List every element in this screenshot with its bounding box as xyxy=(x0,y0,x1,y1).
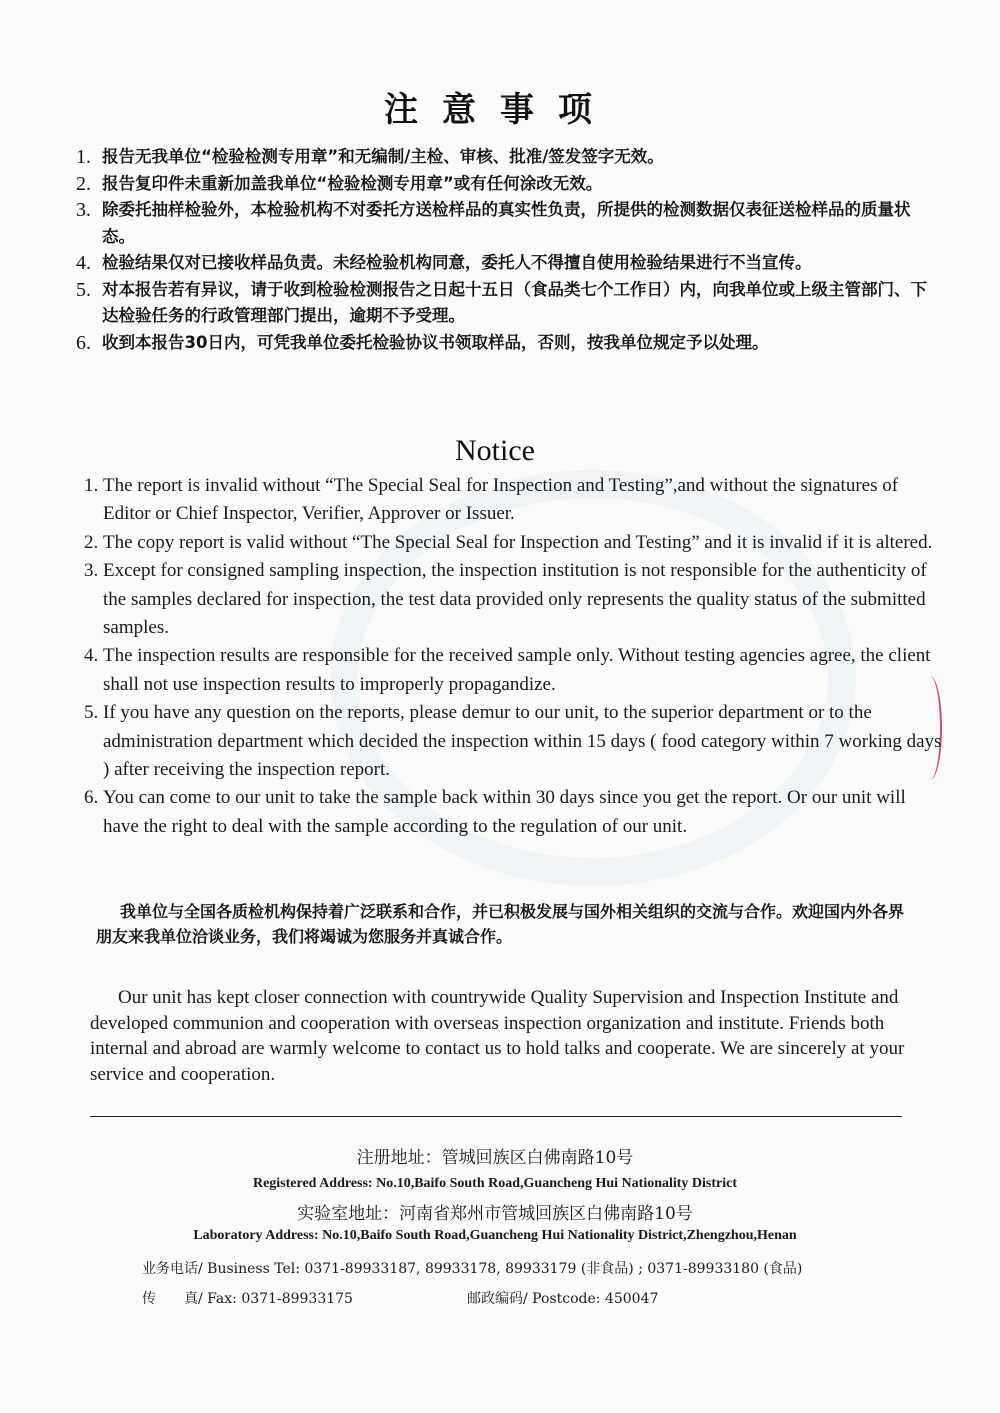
list-item xyxy=(84,699,944,784)
item-text: You can come to our unit to take the sample back within 30 days since you get the report. Or our unit will have the right to deal with the sample according to the regulation of our unit. xyxy=(103,787,906,837)
list-item xyxy=(76,171,936,198)
cooperation-paragraph-en: Our unit has kept closer connection with countrywide Quality Supervision and Inspection Institute and developed communion and cooperation with overseas inspection organization and institute. Friends both internal and abroad are warmly welcome to contact us to hold talks and cooperate. We are sincerely at your service and cooperation. xyxy=(90,987,905,1085)
fax-number: 传 真/ Fax: 0371-89933175 xyxy=(142,1291,353,1307)
registered-address-en: Registered Address: No.10,Baifo South Road,Guancheng Hui Nationality District xyxy=(252,1176,738,1191)
item-text: Except for consigned sampling inspection, the inspection institution is not responsible for the authenticity of the samples declared for inspection, the test data provided only represents the quality status of the submitted samples. xyxy=(103,560,927,639)
item-text: 除委托抽样检验外，本检验机构不对委托方送检样品的真实性负责，所提供的检测数据仅表征送检样品的质量状态。 xyxy=(102,200,911,246)
item-text: The report is invalid without “The Special Seal for Inspection and Testing”,and without the signatures of Editor or Chief Inspector, Verifier, Approver or Issuer. xyxy=(103,475,899,525)
list-item xyxy=(84,557,944,642)
page-title-cn: 注意事项 xyxy=(384,90,616,130)
item-text: The inspection results are responsible for the received sample only. Without testing agencies agree, the client shall not use inspection results to improperly propagandize. xyxy=(103,645,931,695)
item-number: 5. xyxy=(76,278,91,301)
business-tel: 业务电话/ Business Tel: 0371-89933187, 89933178, 89933179 (非食品) ; 0371-89933180 (食品) xyxy=(142,1261,803,1277)
item-number: 4. xyxy=(84,645,99,667)
registered-address-cn: 注册地址：管城回族区白佛南路10号 xyxy=(356,1148,634,1168)
list-item xyxy=(76,277,936,330)
list-item xyxy=(76,250,936,277)
item-number: 4. xyxy=(76,252,91,274)
page-title-en: Notice xyxy=(455,434,535,467)
item-number: 5. xyxy=(84,702,99,724)
item-text: If you have any question on the reports, please demur to our unit, to the superior department or to the administration department which decided the inspection within 15 days ( food category within 7 working days ) after receiving the inspection report. xyxy=(103,702,942,781)
item-text: The copy report is valid without “The Special Seal for Inspection and Testing” and it is invalid if it is altered. xyxy=(103,531,933,553)
item-number: 6. xyxy=(84,787,99,809)
lab-address-en: Laboratory Address: No.10,Baifo South Road,Guancheng Hui Nationality District,Zhengzhou,Henan xyxy=(193,1228,797,1243)
item-text: 对本报告若有异议，请于收到检验检测报告之日起十五日（食品类七个工作日）内，向我单位或上级主管部门、下达检验任务的行政管理部门提出，逾期不予受理。 xyxy=(102,279,927,325)
cooperation-paragraph-cn: 我单位与全国各质检机构保持着广泛联系和合作，并已积极发展与国外相关组织的交流与合作。欢迎国内外各界朋友来我单位洽谈业务，我们将竭诚为您服务并真诚合作。 xyxy=(96,902,905,946)
item-number: 3. xyxy=(76,199,91,221)
lab-address-cn: 实验室地址：河南省郑州市管城回族区白佛南路10号 xyxy=(297,1204,693,1224)
postcode: 邮政编码/ Postcode: 450047 xyxy=(467,1291,659,1307)
item-number: 3. xyxy=(84,560,99,582)
item-text: 报告复印件未重新加盖我单位“检验检测专用章”或有任何涂改无效。 xyxy=(102,173,603,193)
list-item xyxy=(84,642,944,699)
list-item xyxy=(84,784,944,841)
footer-divider xyxy=(90,1116,902,1117)
item-text: 收到本报告30日内，可凭我单位委托检验协议书领取样品，否则，按我单位规定予以处理。 xyxy=(102,332,769,352)
en-notice-list xyxy=(84,472,944,841)
list-item xyxy=(84,529,944,557)
list-item xyxy=(84,472,944,529)
item-number: 6. xyxy=(76,331,91,354)
item-number: 1. xyxy=(76,146,91,168)
item-text: 报告无我单位“检验检测专用章”和无编制/主检、审核、批准/签发签字无效。 xyxy=(102,147,664,166)
item-number: 1. xyxy=(84,475,99,496)
item-text: 检验结果仅对已接收样品负责。未经检验机构同意，委托人不得擅自使用检验结果进行不当宣传。 xyxy=(102,253,812,272)
item-number: 2. xyxy=(76,172,91,195)
list-item xyxy=(76,330,936,357)
list-item xyxy=(76,197,936,250)
cn-notice-list xyxy=(76,144,936,356)
item-number: 2. xyxy=(84,531,99,553)
list-item xyxy=(76,144,936,171)
